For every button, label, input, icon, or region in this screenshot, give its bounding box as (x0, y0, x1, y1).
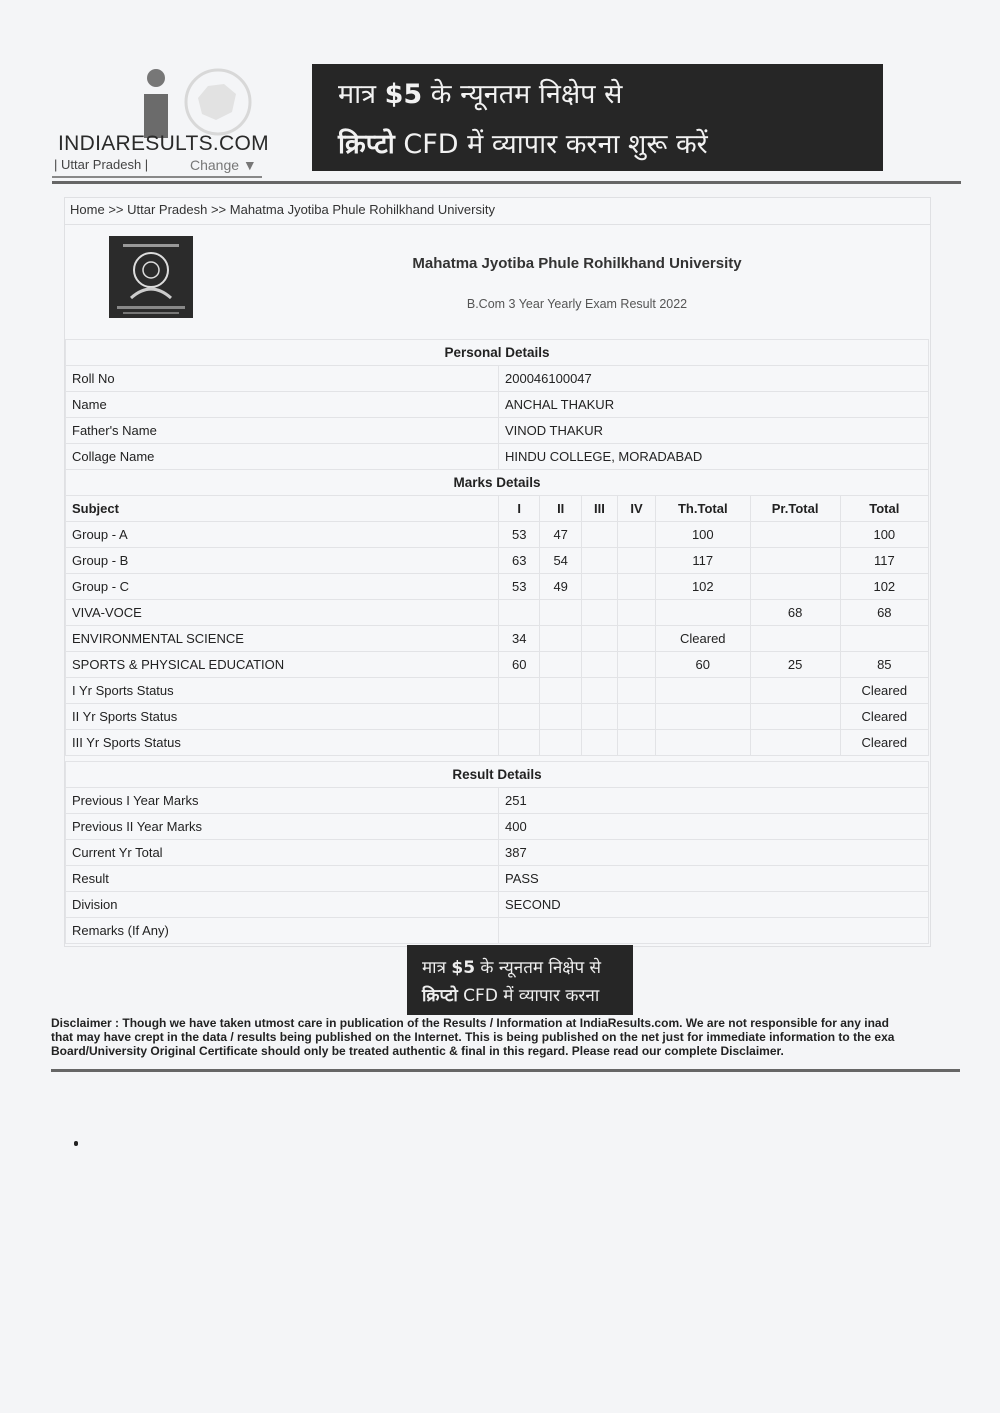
marks-cell (581, 574, 617, 600)
marks-cell: 68 (750, 600, 840, 626)
section-heading: Result Details (66, 762, 929, 788)
column-header: II (540, 496, 581, 522)
top-ad-banner[interactable] (312, 64, 883, 171)
marks-cell (617, 626, 655, 652)
marks-cell (656, 730, 750, 756)
student-name: ANCHAL THAKUR (499, 392, 929, 418)
table-row (66, 840, 929, 866)
column-header: Subject (66, 496, 499, 522)
marks-cell: 102 (656, 574, 750, 600)
marks-cell (656, 600, 750, 626)
footer-divider (51, 1069, 960, 1072)
table-row (66, 814, 929, 840)
table-row (66, 866, 929, 892)
subject-name: SPORTS & PHYSICAL EDUCATION (66, 652, 499, 678)
marks-cell (656, 704, 750, 730)
marks-cell (750, 678, 840, 704)
result-details-table (65, 761, 929, 944)
university-name: Mahatma Jyotiba Phule Rohilkhand University (412, 255, 742, 272)
scan-mark (74, 1141, 78, 1146)
header-divider (52, 181, 961, 184)
subject-name: Group - A (66, 522, 499, 548)
column-header: III (581, 496, 617, 522)
site-logo-icon (136, 68, 256, 138)
marks-cell (499, 678, 540, 704)
marks-cell: 54 (540, 548, 581, 574)
breadcrumb (70, 202, 495, 217)
marks-row (66, 730, 929, 756)
marks-cell (581, 626, 617, 652)
marks-cell (750, 704, 840, 730)
breadcrumb-university[interactable]: Mahatma Jyotiba Phule Rohilkhand University (229, 202, 495, 217)
marks-cell (750, 548, 840, 574)
marks-cell (617, 600, 655, 626)
marks-cell (617, 704, 655, 730)
marks-row (66, 704, 929, 730)
marks-cell (581, 522, 617, 548)
marks-cell (840, 626, 928, 652)
marks-cell: Cleared (840, 704, 928, 730)
marks-details-table (65, 469, 929, 756)
column-header: IV (617, 496, 655, 522)
marks-cell: 25 (750, 652, 840, 678)
column-header: Th.Total (656, 496, 750, 522)
marks-row (66, 574, 929, 600)
field-label: Result (66, 866, 499, 892)
previous-second-year-marks: 400 (499, 814, 929, 840)
father-name: VINOD THAKUR (499, 418, 929, 444)
column-header: Total (840, 496, 928, 522)
table-row (66, 392, 929, 418)
subject-name: VIVA-VOCE (66, 600, 499, 626)
marks-cell (656, 678, 750, 704)
marks-cell (617, 522, 655, 548)
breadcrumb-state[interactable]: Uttar Pradesh (127, 202, 208, 217)
marks-cell: 100 (840, 522, 928, 548)
marks-cell (540, 678, 581, 704)
marks-cell: 117 (840, 548, 928, 574)
field-label: Current Yr Total (66, 840, 499, 866)
marks-cell (581, 678, 617, 704)
breadcrumb-divider (65, 224, 930, 225)
field-label: Previous I Year Marks (66, 788, 499, 814)
roll-number: 200046100047 (499, 366, 929, 392)
marks-cell: Cleared (840, 730, 928, 756)
breadcrumb-home[interactable]: Home (70, 202, 105, 217)
table-row (66, 366, 929, 392)
marks-cell (581, 704, 617, 730)
disclaimer-line: Disclaimer : Though we have taken utmost care in publication of the Results / Information at IndiaResults.com. We are not responsible for any inad (51, 1016, 889, 1030)
result-panel (64, 197, 931, 947)
ad-line-2: क्रिप्टो CFD में व्यापार करना (422, 986, 600, 1006)
marks-cell (750, 730, 840, 756)
marks-cell (617, 652, 655, 678)
marks-row (66, 652, 929, 678)
logo-underline (52, 176, 262, 178)
marks-cell: 53 (499, 574, 540, 600)
table-row (66, 788, 929, 814)
field-label: Division (66, 892, 499, 918)
marks-cell (499, 730, 540, 756)
disclaimer-line: that may have crept in the data / results being published on the Internet. This is being published on the net just for immediate information to the exa (51, 1030, 895, 1044)
disclaimer (51, 1016, 960, 1062)
marks-cell (617, 574, 655, 600)
marks-row (66, 600, 929, 626)
marks-cell (540, 600, 581, 626)
breadcrumb-separator: >> (210, 202, 227, 217)
table-row (66, 918, 929, 944)
marks-header-row (66, 496, 929, 522)
marks-cell (581, 730, 617, 756)
marks-cell: 60 (656, 652, 750, 678)
change-state-link[interactable]: Change ▼ (190, 157, 257, 173)
state-name: | Uttar Pradesh | (54, 157, 149, 172)
ad-line-1: मात्र $5 के न्यूनतम निक्षेप से (422, 958, 602, 978)
marks-cell (617, 678, 655, 704)
field-label: Name (66, 392, 499, 418)
section-heading: Personal Details (66, 340, 929, 366)
marks-cell (540, 730, 581, 756)
marks-cell (750, 574, 840, 600)
bottom-ad-banner[interactable] (407, 945, 633, 1015)
column-header: Pr.Total (750, 496, 840, 522)
disclaimer-line: Board/University Original Certificate should only be treated authentic & final in this regard. Please read our complete Disclaimer. (51, 1044, 784, 1058)
marks-row (66, 548, 929, 574)
marks-cell (581, 652, 617, 678)
subject-name: III Yr Sports Status (66, 730, 499, 756)
marks-cell (750, 626, 840, 652)
marks-cell: 63 (499, 548, 540, 574)
marks-row (66, 522, 929, 548)
marks-cell: 102 (840, 574, 928, 600)
division: SECOND (499, 892, 929, 918)
marks-cell (499, 704, 540, 730)
breadcrumb-separator: >> (108, 202, 124, 217)
marks-cell (617, 548, 655, 574)
field-label: Collage Name (66, 444, 499, 470)
remarks (499, 918, 929, 944)
field-label: Remarks (If Any) (66, 918, 499, 944)
field-label: Previous II Year Marks (66, 814, 499, 840)
table-row (66, 892, 929, 918)
marks-cell: 68 (840, 600, 928, 626)
subject-name: II Yr Sports Status (66, 704, 499, 730)
marks-cell (499, 600, 540, 626)
marks-cell (540, 704, 581, 730)
field-label: Roll No (66, 366, 499, 392)
personal-details-table (65, 339, 929, 470)
marks-cell (750, 522, 840, 548)
marks-cell: 85 (840, 652, 928, 678)
exam-title: B.Com 3 Year Yearly Exam Result 2022 (466, 297, 688, 311)
marks-cell: 47 (540, 522, 581, 548)
marks-cell (617, 730, 655, 756)
subject-name: Group - C (66, 574, 499, 600)
marks-cell (540, 626, 581, 652)
site-name: INDIARESULTS.COM (58, 132, 269, 155)
marks-body (66, 522, 929, 756)
section-heading: Marks Details (66, 470, 929, 496)
marks-cell: Cleared (656, 626, 750, 652)
subject-name: ENVIRONMENTAL SCIENCE (66, 626, 499, 652)
marks-row (66, 626, 929, 652)
subject-name: Group - B (66, 548, 499, 574)
table-row (66, 418, 929, 444)
college-name: HINDU COLLEGE, MORADABAD (499, 444, 929, 470)
marks-cell: 117 (656, 548, 750, 574)
marks-row (66, 678, 929, 704)
marks-cell: 53 (499, 522, 540, 548)
ad-line-1: मात्र $5 के न्यूनतम निक्षेप से (338, 79, 623, 110)
column-header: I (499, 496, 540, 522)
marks-cell: 60 (499, 652, 540, 678)
current-year-total: 387 (499, 840, 929, 866)
marks-cell: 34 (499, 626, 540, 652)
marks-cell (581, 600, 617, 626)
ad-line-2: क्रिप्टो CFD में व्यापार करना शुरू करें (338, 129, 708, 160)
site-logo[interactable] (52, 62, 269, 180)
field-label: Father's Name (66, 418, 499, 444)
subject-name: I Yr Sports Status (66, 678, 499, 704)
result-status: PASS (499, 866, 929, 892)
marks-cell: 49 (540, 574, 581, 600)
marks-cell: Cleared (840, 678, 928, 704)
marks-cell (581, 548, 617, 574)
table-row (66, 444, 929, 470)
marks-cell: 100 (656, 522, 750, 548)
marks-cell (540, 652, 581, 678)
previous-first-year-marks: 251 (499, 788, 929, 814)
